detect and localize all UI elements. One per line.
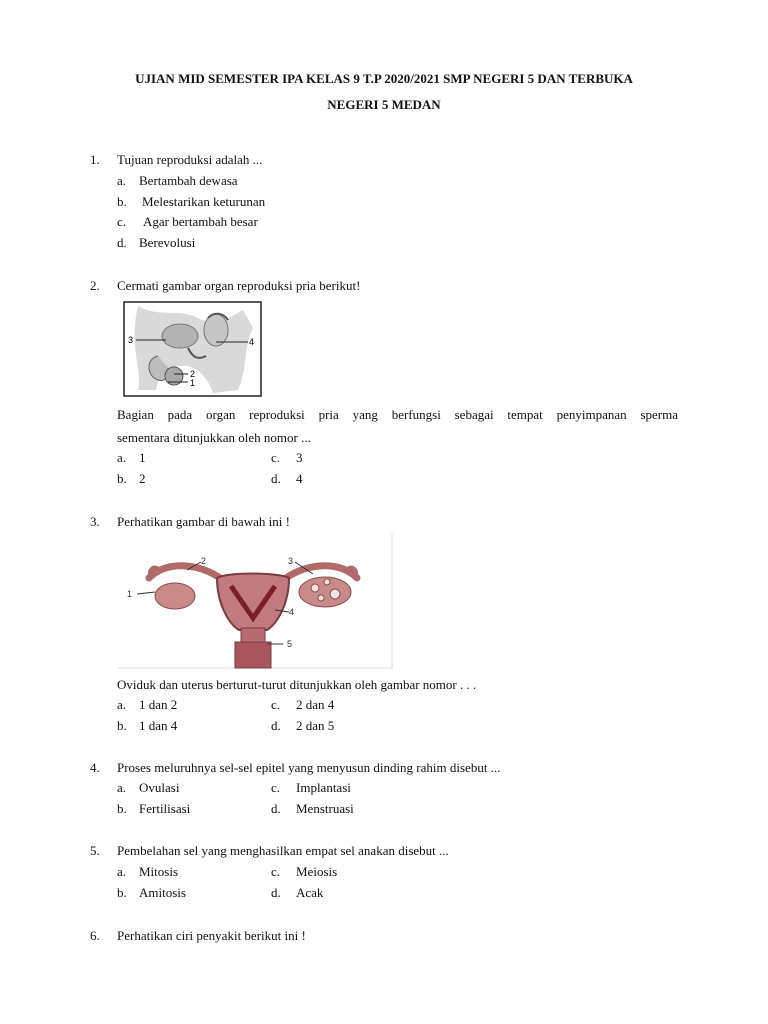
figure-label: 5	[287, 639, 293, 649]
option-text: Amitosis	[139, 885, 186, 900]
female-reproductive-figure	[117, 534, 395, 674]
option-letter: a.	[117, 697, 127, 712]
option-letter: b.	[117, 801, 127, 816]
exam-title	[60, 66, 708, 118]
option-text: Meiosis	[296, 864, 338, 879]
option-letter: c.	[271, 450, 281, 465]
option-letter: b.	[117, 471, 127, 486]
option-text: 4	[296, 471, 303, 486]
option-letter: d.	[271, 471, 281, 486]
question-text: Perhatikan ciri penyakit berikut ini !	[117, 928, 306, 943]
option-letter: d.	[271, 885, 281, 900]
option-letter: b.	[117, 718, 127, 733]
figure-label: 1	[127, 589, 133, 599]
question-text: sementara ditunjukkan oleh nomor ...	[117, 430, 311, 445]
option-text: 2	[139, 471, 146, 486]
option-letter: d.	[117, 235, 127, 250]
option-letter: a.	[117, 450, 127, 465]
option-text: 1 dan 4	[139, 718, 178, 733]
question-text: Tujuan reproduksi adalah ...	[117, 152, 263, 167]
figure-label: 1	[190, 378, 196, 388]
question-text: Cermati gambar organ reproduksi pria berikut!	[117, 278, 361, 293]
question-number: 3.	[90, 514, 100, 529]
male-reproductive-figure	[118, 298, 268, 404]
option-text: Melestarikan keturunan	[142, 194, 266, 209]
option-letter: a.	[117, 173, 127, 188]
option-letter: d.	[271, 801, 281, 816]
question-number: 2.	[90, 278, 100, 293]
female-reproductive-diagram	[117, 534, 395, 670]
question-number: 5.	[90, 843, 100, 858]
option-text: Ovulasi	[139, 780, 180, 795]
option-text: Berevolusi	[139, 235, 196, 250]
option-letter: b.	[117, 194, 127, 209]
figure-label: 3	[128, 335, 134, 345]
male-reproductive-diagram	[118, 298, 268, 400]
exam-title-line-2: NEGERI 5 MEDAN	[327, 97, 441, 112]
option-text: 2 dan 5	[296, 718, 335, 733]
option-letter: d.	[271, 718, 281, 733]
exam-title-line-1: UJIAN MID SEMESTER IPA KELAS 9 T.P 2020/2021 SMP NEGERI 5 DAN TERBUKA	[135, 71, 633, 86]
option-letter: c.	[271, 780, 281, 795]
figure-label: 4	[249, 337, 255, 347]
question-text: Proses meluruhnya sel-sel epitel yang menyusun dinding rahim disebut ...	[117, 760, 501, 775]
figure-label: 2	[201, 556, 207, 566]
option-text: 1	[139, 450, 146, 465]
question-text: Oviduk dan uterus berturut-turut ditunjukkan oleh gambar nomor . . .	[117, 677, 477, 692]
option-letter: a.	[117, 780, 127, 795]
option-text: Menstruasi	[296, 801, 354, 816]
option-letter: c.	[271, 864, 281, 879]
option-letter: a.	[117, 864, 127, 879]
question-text: Perhatikan gambar di bawah ini !	[117, 514, 290, 529]
question-number: 1.	[90, 152, 100, 167]
option-text: Bertambah dewasa	[139, 173, 238, 188]
option-text: Implantasi	[296, 780, 351, 795]
question-number: 4.	[90, 760, 100, 775]
option-text: Acak	[296, 885, 324, 900]
figure-label: 3	[288, 556, 294, 566]
option-text: Agar bertambah besar	[143, 214, 258, 229]
question-number: 6.	[90, 928, 100, 943]
option-text: 1 dan 2	[139, 697, 178, 712]
figure-label: 4	[289, 607, 295, 617]
figure-label: 2	[190, 369, 196, 379]
option-text: 2 dan 4	[296, 697, 335, 712]
question-text: Pembelahan sel yang menghasilkan empat sel anakan disebut ...	[117, 843, 449, 858]
option-text: Mitosis	[139, 864, 179, 879]
option-text: 3	[296, 450, 303, 465]
option-letter: c.	[271, 697, 281, 712]
question-text: Bagian pada organ reproduksi pria yang berfungsi sebagai tempat penyimpanan sperma	[117, 407, 678, 422]
option-letter: c.	[117, 214, 127, 229]
option-letter: b.	[117, 885, 127, 900]
option-text: Fertilisasi	[139, 801, 191, 816]
